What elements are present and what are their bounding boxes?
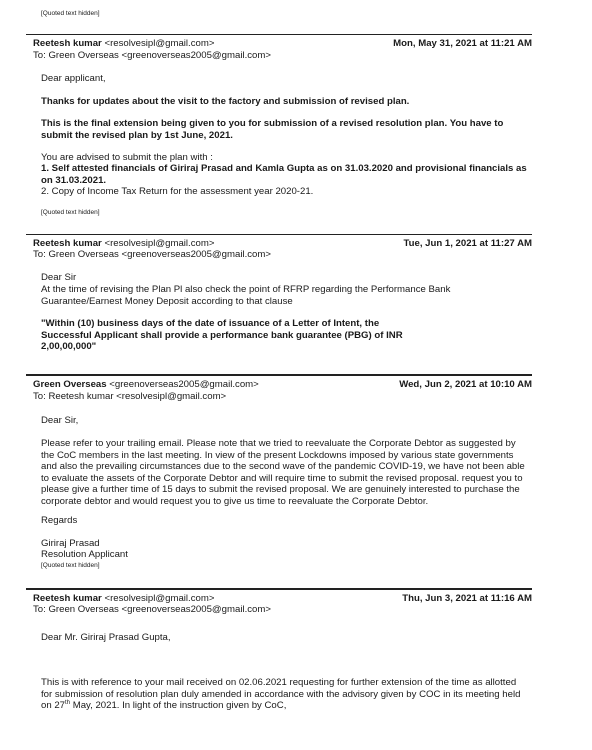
body-paragraph: At the time of revising the Plan Pl also check the point of RFRP regarding the Performance Bank Guarantee/Earnest Money Deposit according to that clause	[41, 284, 451, 307]
email-date: Wed, Jun 2, 2021 at 10:10 AM	[399, 379, 532, 390]
email-header	[33, 593, 214, 605]
body-paragraph: Please refer to your trailing email. Please note that we tried to reevaluate the Corporate Debtor as suggested by the CoC members in the last meeting. In view of the present Lockdowns imposed by various state governments and also the prevailing circumstances due to the second wave of the pandemic COVID-19, we have not been able to evaluate the assets of the Corporate Debtor and will require time to submit the revised proposal. request you to please give a further time of 15 days to submit the revised proposal. We are genuinely interested to purchase the corporate debtor and would request you to give us time to reevaluate the Corporate Debtor.	[41, 438, 525, 507]
quoted-text-hidden[interactable]: [Quoted text hidden]	[41, 209, 100, 216]
body-paragraph: This is the final extension being given to you for submission of a revised resolution plan. You have to submit the revised plan by 1st June, 2021.	[41, 118, 504, 141]
sender-email: <resolvesipl@gmail.com>	[104, 593, 215, 604]
email-date: Tue, Jun 1, 2021 at 11:27 AM	[403, 238, 532, 249]
sender-name: Reetesh kumar	[33, 38, 102, 49]
signature-title: Resolution Applicant	[41, 549, 128, 560]
email-date: Mon, May 31, 2021 at 11:21 AM	[393, 38, 532, 49]
email-divider	[26, 374, 532, 376]
email-header	[33, 38, 214, 50]
list-item: 2. Copy of Income Tax Return for the assessment year 2020-21.	[41, 186, 314, 197]
body-text: This is with reference to your mail received on 02.06.2021 requesting for further extension of the time as allotted for submission of resolution plan duly amended in accordance with the advisory given by COC in its meeting held on 27	[41, 677, 521, 711]
sender-name: Green Overseas	[33, 379, 107, 390]
recipient-line: To: Green Overseas <greenoverseas2005@gmail.com>	[33, 50, 271, 61]
greeting: Dear Mr. Giriraj Prasad Gupta,	[41, 632, 171, 643]
sender-name: Reetesh kumar	[33, 593, 102, 604]
ordinal-suffix: th	[65, 699, 71, 706]
quoted-text-hidden[interactable]: [Quoted text hidden]	[41, 562, 100, 569]
closing: Regards	[41, 515, 78, 526]
email-header	[33, 238, 214, 250]
list-item: 1. Self attested financials of Giriraj Prasad and Kamla Gupta as on 31.03.2020 and provisional financials as on 31.03.2021.	[41, 163, 527, 186]
sender-email: <resolvesipl@gmail.com>	[104, 238, 215, 249]
body-paragraph	[41, 677, 525, 712]
quoted-clause: "Within (10) business days of the date of issuance of a Letter of Intent, the Successful Applicant shall provide a performance bank guarantee (PBG) of INR 2,00,00,000"	[41, 318, 403, 352]
body-paragraph: You are advised to submit the plan with :	[41, 152, 213, 163]
sender-email: <greenoverseas2005@gmail.com>	[109, 379, 259, 390]
greeting: Dear applicant,	[41, 73, 106, 84]
greeting: Dear Sir,	[41, 415, 79, 426]
sender-email: <resolvesipl@gmail.com>	[104, 38, 215, 49]
signature-name: Giriraj Prasad	[41, 538, 100, 549]
recipient-line: To: Green Overseas <greenoverseas2005@gmail.com>	[33, 604, 271, 615]
body-paragraph: Thanks for updates about the visit to the factory and submission of revised plan.	[41, 96, 410, 107]
email-divider	[26, 234, 532, 235]
email-date: Thu, Jun 3, 2021 at 11:16 AM	[402, 593, 532, 604]
recipient-line: To: Green Overseas <greenoverseas2005@gmail.com>	[33, 249, 271, 260]
greeting: Dear Sir	[41, 272, 77, 283]
sender-name: Reetesh kumar	[33, 238, 102, 249]
recipient-line: To: Reetesh kumar <resolvesipl@gmail.com>	[33, 391, 227, 402]
email-header	[33, 379, 259, 391]
body-text: May, 2021. In light of the instruction given by CoC,	[70, 700, 287, 711]
email-divider	[26, 34, 532, 35]
email-divider	[26, 588, 532, 590]
quoted-text-hidden[interactable]: [Quoted text hidden]	[41, 10, 100, 17]
